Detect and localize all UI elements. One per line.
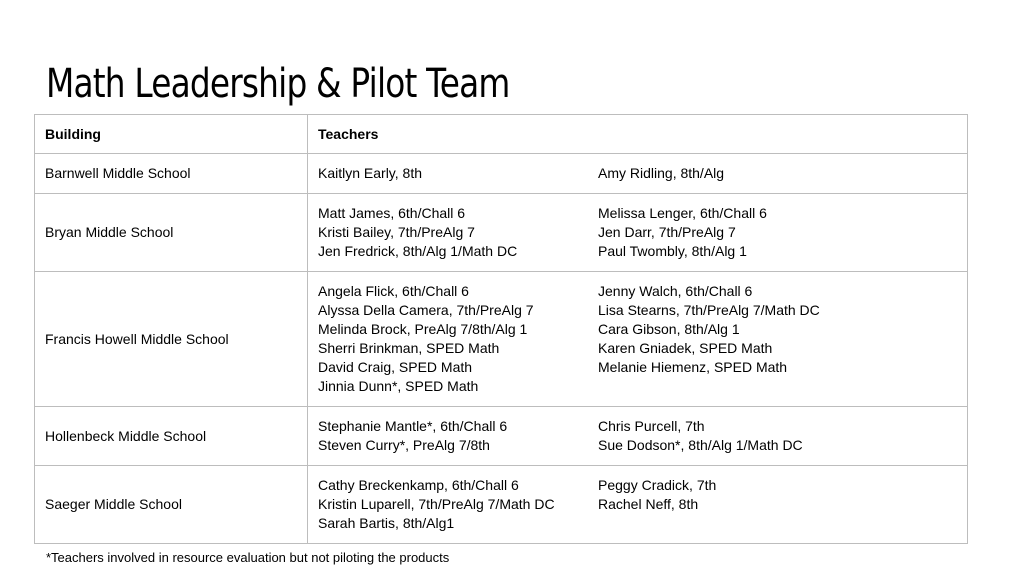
teacher-line bbox=[318, 301, 957, 320]
teacher-line bbox=[318, 164, 957, 183]
teachers-cell bbox=[308, 194, 968, 272]
teacher-entry: Chris Purcell, 7th bbox=[598, 418, 705, 434]
teacher-line bbox=[318, 282, 957, 301]
teachers-cell bbox=[308, 407, 968, 466]
teacher-entry: Kristi Bailey, 7th/PreAlg 7 bbox=[318, 224, 475, 240]
table-body bbox=[35, 154, 968, 544]
teacher-entry: Angela Flick, 6th/Chall 6 bbox=[318, 283, 469, 299]
teacher-entry: David Craig, SPED Math bbox=[318, 359, 473, 375]
teacher-entry: Paul Twombly, 8th/Alg 1 bbox=[598, 243, 747, 259]
building-cell: Barnwell Middle School bbox=[35, 154, 308, 194]
teacher-entry: Steven Curry*, PreAlg 7/8th bbox=[318, 437, 490, 453]
teacher-entry: Stephanie Mantle*, 6th/Chall 6 bbox=[318, 418, 508, 434]
table-row bbox=[35, 272, 968, 407]
teacher-entry: Alyssa Della Camera, 7th/PreAlg 7 bbox=[318, 302, 534, 318]
teacher-entry: Melissa Lenger, 6th/Chall 6 bbox=[598, 205, 767, 221]
teacher-line bbox=[318, 436, 957, 455]
teacher-entry: Jinnia Dunn*, SPED Math bbox=[318, 378, 479, 394]
teacher-entry: Kaitlyn Early, 8th bbox=[318, 165, 423, 181]
teacher-entry: Jen Darr, 7th/PreAlg 7 bbox=[598, 224, 736, 240]
teacher-entry: Melanie Hiemenz, SPED Math bbox=[598, 359, 788, 375]
building-cell: Saeger Middle School bbox=[35, 466, 308, 544]
teacher-entry: Karen Gniadek, SPED Math bbox=[598, 340, 773, 356]
teacher-line bbox=[318, 339, 957, 358]
teacher-line bbox=[318, 358, 957, 377]
teacher-entry: Cathy Breckenkamp, 6th/Chall 6 bbox=[318, 477, 519, 493]
page-title: Math Leadership & Pilot Team bbox=[46, 61, 510, 107]
header-teachers: Teachers bbox=[308, 115, 968, 154]
table-row bbox=[35, 154, 968, 194]
teacher-line bbox=[318, 377, 957, 396]
header-building: Building bbox=[35, 115, 308, 154]
teacher-line bbox=[318, 514, 957, 533]
teachers-cell bbox=[308, 272, 968, 407]
teacher-line bbox=[318, 417, 957, 436]
building-cell: Hollenbeck Middle School bbox=[35, 407, 308, 466]
teacher-entry: Rachel Neff, 8th bbox=[598, 496, 699, 512]
teacher-line bbox=[318, 476, 957, 495]
teacher-entry: Sherri Brinkman, SPED Math bbox=[318, 340, 500, 356]
teacher-line bbox=[318, 204, 957, 223]
footnote: *Teachers involved in resource evaluation but not piloting the products bbox=[46, 550, 450, 565]
team-table bbox=[34, 114, 968, 544]
teacher-line bbox=[318, 242, 957, 261]
teacher-entry: Peggy Cradick, 7th bbox=[598, 477, 717, 493]
teacher-entry: Melinda Brock, PreAlg 7/8th/Alg 1 bbox=[318, 321, 528, 337]
teacher-entry: Amy Ridling, 8th/Alg bbox=[598, 165, 725, 181]
teachers-cell bbox=[308, 466, 968, 544]
table-header-row bbox=[35, 115, 968, 154]
building-cell: Francis Howell Middle School bbox=[35, 272, 308, 407]
table-row bbox=[35, 466, 968, 544]
teachers-cell bbox=[308, 154, 968, 194]
teacher-entry: Matt James, 6th/Chall 6 bbox=[318, 205, 466, 221]
teacher-entry: Kristin Luparell, 7th/PreAlg 7/Math DC bbox=[318, 496, 555, 512]
teacher-entry: Cara Gibson, 8th/Alg 1 bbox=[598, 321, 740, 337]
teacher-line bbox=[318, 495, 957, 514]
table-row bbox=[35, 407, 968, 466]
teacher-entry: Sue Dodson*, 8th/Alg 1/Math DC bbox=[598, 437, 803, 453]
building-cell: Bryan Middle School bbox=[35, 194, 308, 272]
teacher-entry: Lisa Stearns, 7th/PreAlg 7/Math DC bbox=[598, 302, 820, 318]
teacher-entry: Jen Fredrick, 8th/Alg 1/Math DC bbox=[318, 243, 518, 259]
teacher-line bbox=[318, 223, 957, 242]
table-row bbox=[35, 194, 968, 272]
teacher-entry: Sarah Bartis, 8th/Alg1 bbox=[318, 515, 455, 531]
teacher-line bbox=[318, 320, 957, 339]
teacher-entry: Jenny Walch, 6th/Chall 6 bbox=[598, 283, 753, 299]
